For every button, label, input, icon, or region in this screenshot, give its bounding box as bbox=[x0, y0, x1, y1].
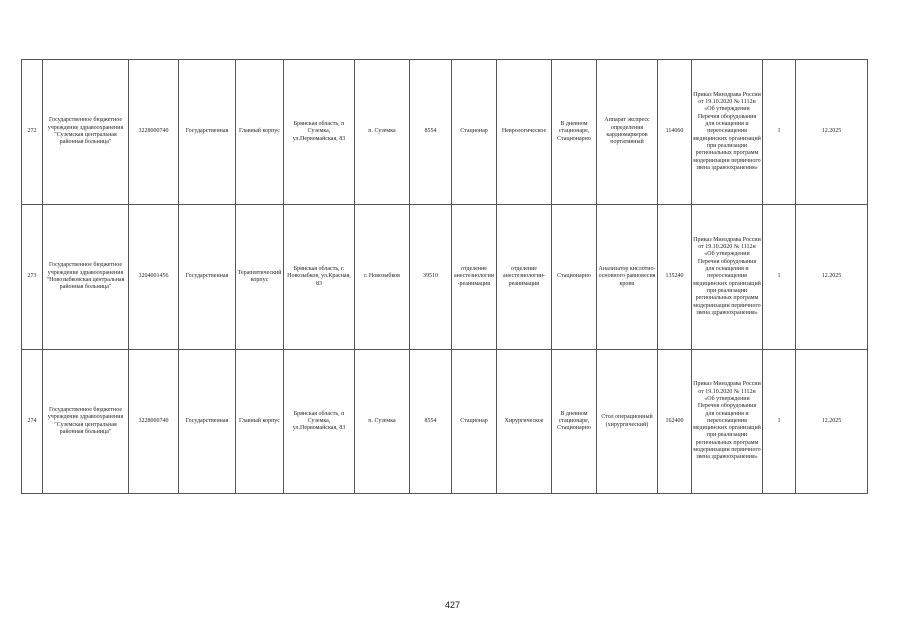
table-row bbox=[22, 350, 868, 494]
ownership-form: Государственная bbox=[179, 350, 236, 494]
department: Хирургическое bbox=[497, 350, 552, 494]
care-type: Стационар bbox=[452, 350, 497, 494]
care-conditions: В дневном стационаре, Стационарно bbox=[552, 60, 597, 205]
department: отделение анестезиологии-реанимации bbox=[497, 205, 552, 350]
organization-name: Государственное бюджетное учреждение здравоохранения "Новозыбковская центральная районная больница" bbox=[43, 205, 129, 350]
legal-basis: Приказ Минздрава России от 19.10.2020 № 1112н «Об утверждении Перечня оборудования для оснащения и переоснащения медицинских организаций при реализации региональных программ модернизации первичного звена здравоохранения» bbox=[692, 205, 763, 350]
care-type: отделение анестезиологии-реанимации bbox=[452, 205, 497, 350]
equipment-name: Стол операционный (хирургический) bbox=[597, 350, 658, 494]
row-number: 273 bbox=[22, 205, 43, 350]
locality: п. Суземка bbox=[355, 350, 410, 494]
table-row bbox=[22, 205, 868, 350]
quantity: 1 bbox=[763, 60, 796, 205]
organization-name: Государственное бюджетное учреждение здравоохранения "Суземская центральная районная больница" bbox=[43, 60, 129, 205]
building-name: Главный корпус bbox=[236, 350, 284, 494]
building-name: Главный корпус bbox=[236, 60, 284, 205]
inn-code: 3228000740 bbox=[129, 350, 179, 494]
inn-code: 3204001456 bbox=[129, 205, 179, 350]
legal-basis: Приказ Минздрава России от 19.10.2020 № 1112н «Об утверждении Перечня оборудования для оснащения и переоснащения медицинских организаций при реализации региональных программ модернизации первичного звена здравоохранения» bbox=[692, 60, 763, 205]
inn-code: 3228000740 bbox=[129, 60, 179, 205]
department: Неврологическое bbox=[497, 60, 552, 205]
locality: п. Суземка bbox=[355, 60, 410, 205]
care-conditions: Стационарно bbox=[552, 205, 597, 350]
address: Брянская область, п Суземка, ул.Первомайская, 83 bbox=[284, 350, 355, 494]
page-number: 427 bbox=[444, 600, 461, 610]
price: 162400 bbox=[658, 350, 692, 494]
period: 12.2025 bbox=[796, 205, 868, 350]
organization-name: Государственное бюджетное учреждение здравоохранения "Суземская центральная районная больница" bbox=[43, 350, 129, 494]
table-row bbox=[22, 60, 868, 205]
ownership-form: Государственная bbox=[179, 205, 236, 350]
price: 114060 bbox=[658, 60, 692, 205]
period: 12.2025 bbox=[796, 350, 868, 494]
address: Брянская область, г. Новозыбков, ул.Красная, 83 bbox=[284, 205, 355, 350]
equipment-name: Аппарат экспресс определения кардиомаркеров портативный bbox=[597, 60, 658, 205]
population: 8554 bbox=[410, 60, 452, 205]
building-name: Терапевтический корпус bbox=[236, 205, 284, 350]
row-number: 272 bbox=[22, 60, 43, 205]
quantity: 1 bbox=[763, 205, 796, 350]
care-type: Стационар bbox=[452, 60, 497, 205]
population: 8554 bbox=[410, 350, 452, 494]
ownership-form: Государственная bbox=[179, 60, 236, 205]
quantity: 1 bbox=[763, 350, 796, 494]
legal-basis: Приказ Минздрава России от 19.10.2020 № 1112н «Об утверждении Перечня оборудования для оснащения и переоснащения медицинских организаций при реализации региональных программ модернизации первичного звена здравоохранения» bbox=[692, 350, 763, 494]
locality: г. Новозыбков bbox=[355, 205, 410, 350]
period: 12.2025 bbox=[796, 60, 868, 205]
price: 135240 bbox=[658, 205, 692, 350]
care-conditions: В дневном стационаре, Стационарно bbox=[552, 350, 597, 494]
row-number: 274 bbox=[22, 350, 43, 494]
equipment-register-table bbox=[21, 59, 868, 494]
address: Брянская область, п Суземка, ул.Первомайская, 83 bbox=[284, 60, 355, 205]
equipment-name: Анализатор кислотно-основного равновесия крови bbox=[597, 205, 658, 350]
population: 39510 bbox=[410, 205, 452, 350]
